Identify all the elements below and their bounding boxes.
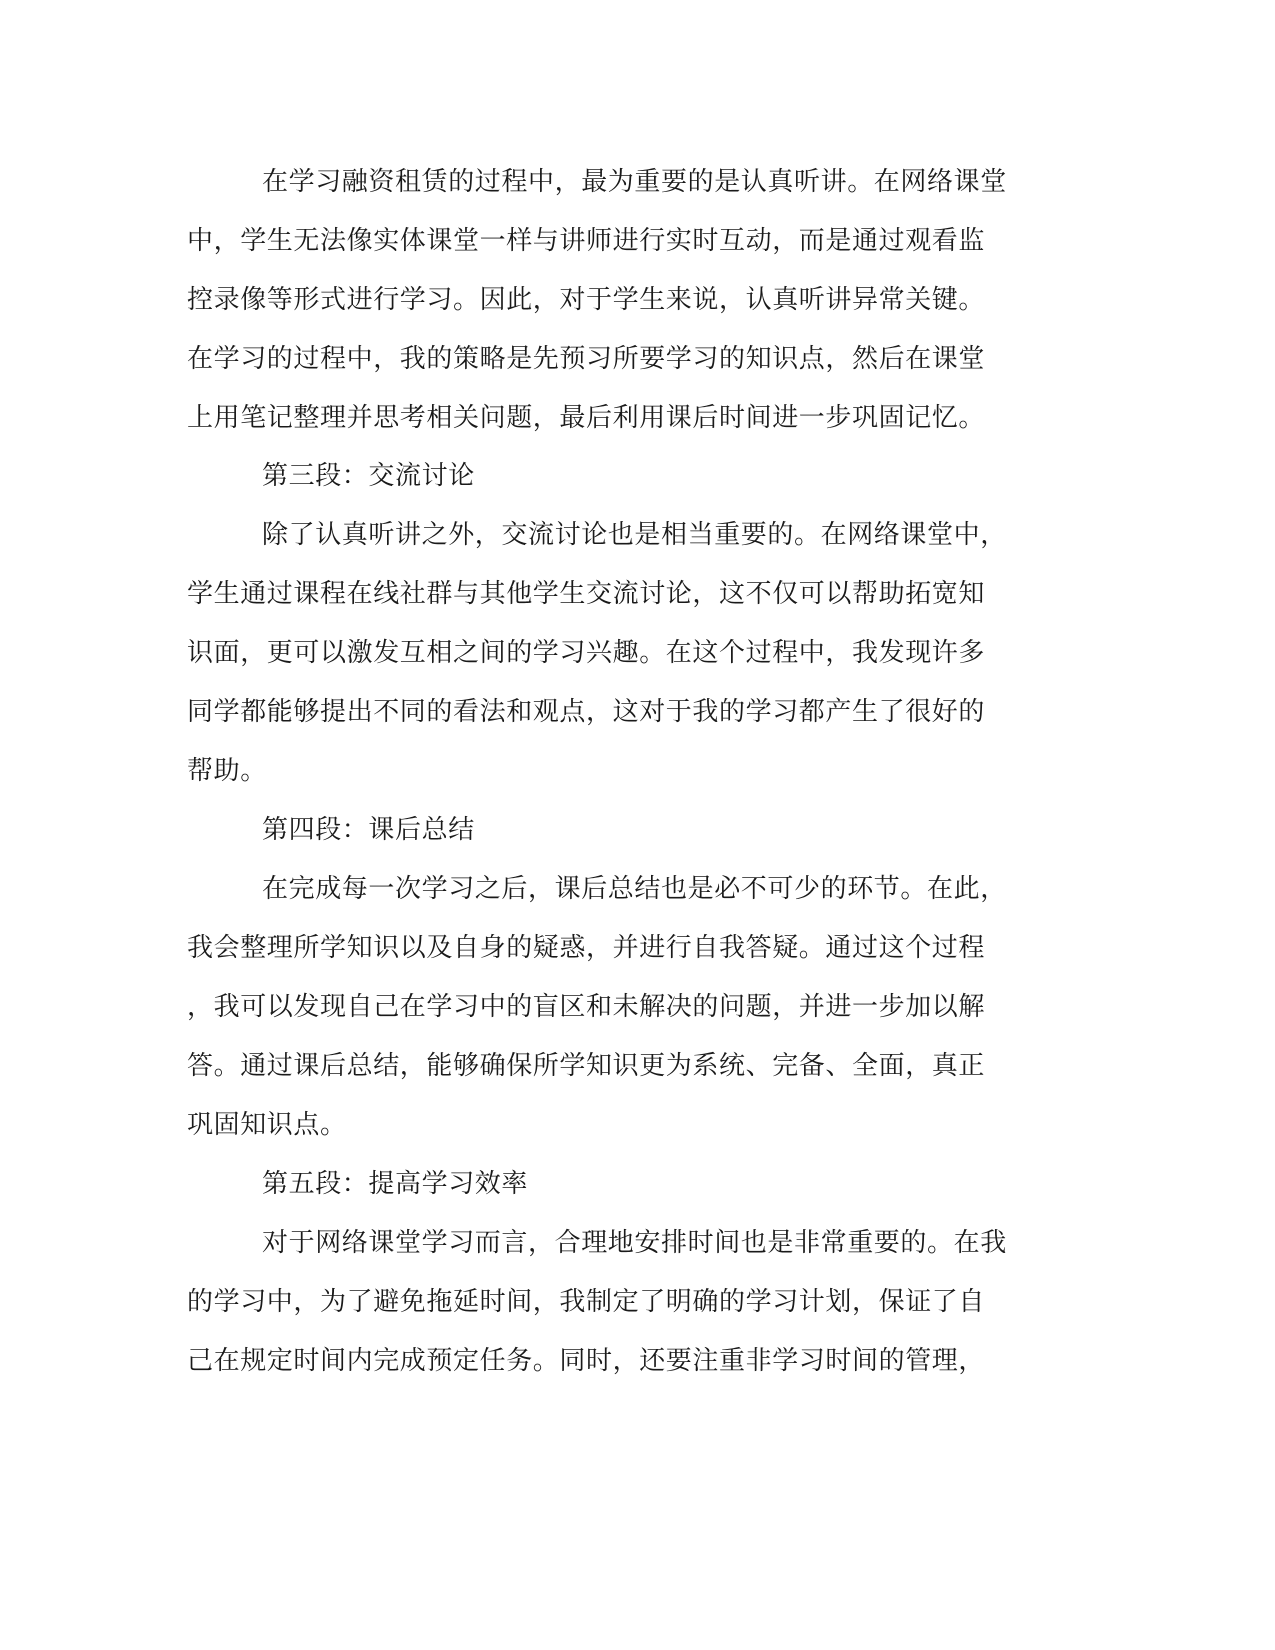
text-line: 对于网络课堂学习而言，合理地安排时间也是非常重要的。在我 bbox=[262, 1228, 1007, 1258]
section-heading: 第四段：课后总结 bbox=[262, 815, 475, 845]
text-line: 同学都能够提出不同的看法和观点，这对于我的学习都产生了很好的 bbox=[187, 697, 986, 727]
text-line: 在完成每一次学习之后，课后总结也是必不可少的环节。在此， bbox=[262, 874, 1007, 904]
text-line: 识面，更可以激发互相之间的学习兴趣。在这个过程中，我发现许多 bbox=[187, 638, 986, 668]
text-line: 控录像等形式进行学习。因此，对于学生来说，认真听讲异常关键。 bbox=[187, 285, 986, 315]
text-line: 答。通过课后总结，能够确保所学知识更为系统、完备、全面，真正 bbox=[187, 1051, 986, 1081]
text-line: 己在规定时间内完成预定任务。同时，还要注重非学习时间的管理， bbox=[187, 1346, 986, 1376]
text-line: 帮助。 bbox=[187, 756, 267, 786]
text-line: ，我可以发现自己在学习中的盲区和未解决的问题，并进一步加以解 bbox=[187, 992, 986, 1022]
text-line: 在学习的过程中，我的策略是先预习所要学习的知识点，然后在课堂 bbox=[187, 344, 986, 374]
text-line: 学生通过课程在线社群与其他学生交流讨论，这不仅可以帮助拓宽知 bbox=[187, 579, 986, 609]
section-heading: 第三段：交流讨论 bbox=[262, 461, 475, 491]
text-line: 在学习融资租赁的过程中，最为重要的是认真听讲。在网络课堂 bbox=[262, 167, 1007, 197]
text-line: 上用笔记整理并思考相关问题，最后利用课后时间进一步巩固记忆。 bbox=[187, 403, 986, 433]
text-line: 巩固知识点。 bbox=[187, 1110, 347, 1140]
text-line: 我会整理所学知识以及自身的疑惑，并进行自我答疑。通过这个过程 bbox=[187, 933, 986, 963]
text-line: 中，学生无法像实体课堂一样与讲师进行实时互动，而是通过观看监 bbox=[187, 226, 986, 256]
text-line: 除了认真听讲之外，交流讨论也是相当重要的。在网络课堂中， bbox=[262, 520, 1007, 550]
section-heading: 第五段：提高学习效率 bbox=[262, 1169, 529, 1199]
text-line: 的学习中，为了避免拖延时间，我制定了明确的学习计划，保证了自 bbox=[187, 1287, 986, 1317]
